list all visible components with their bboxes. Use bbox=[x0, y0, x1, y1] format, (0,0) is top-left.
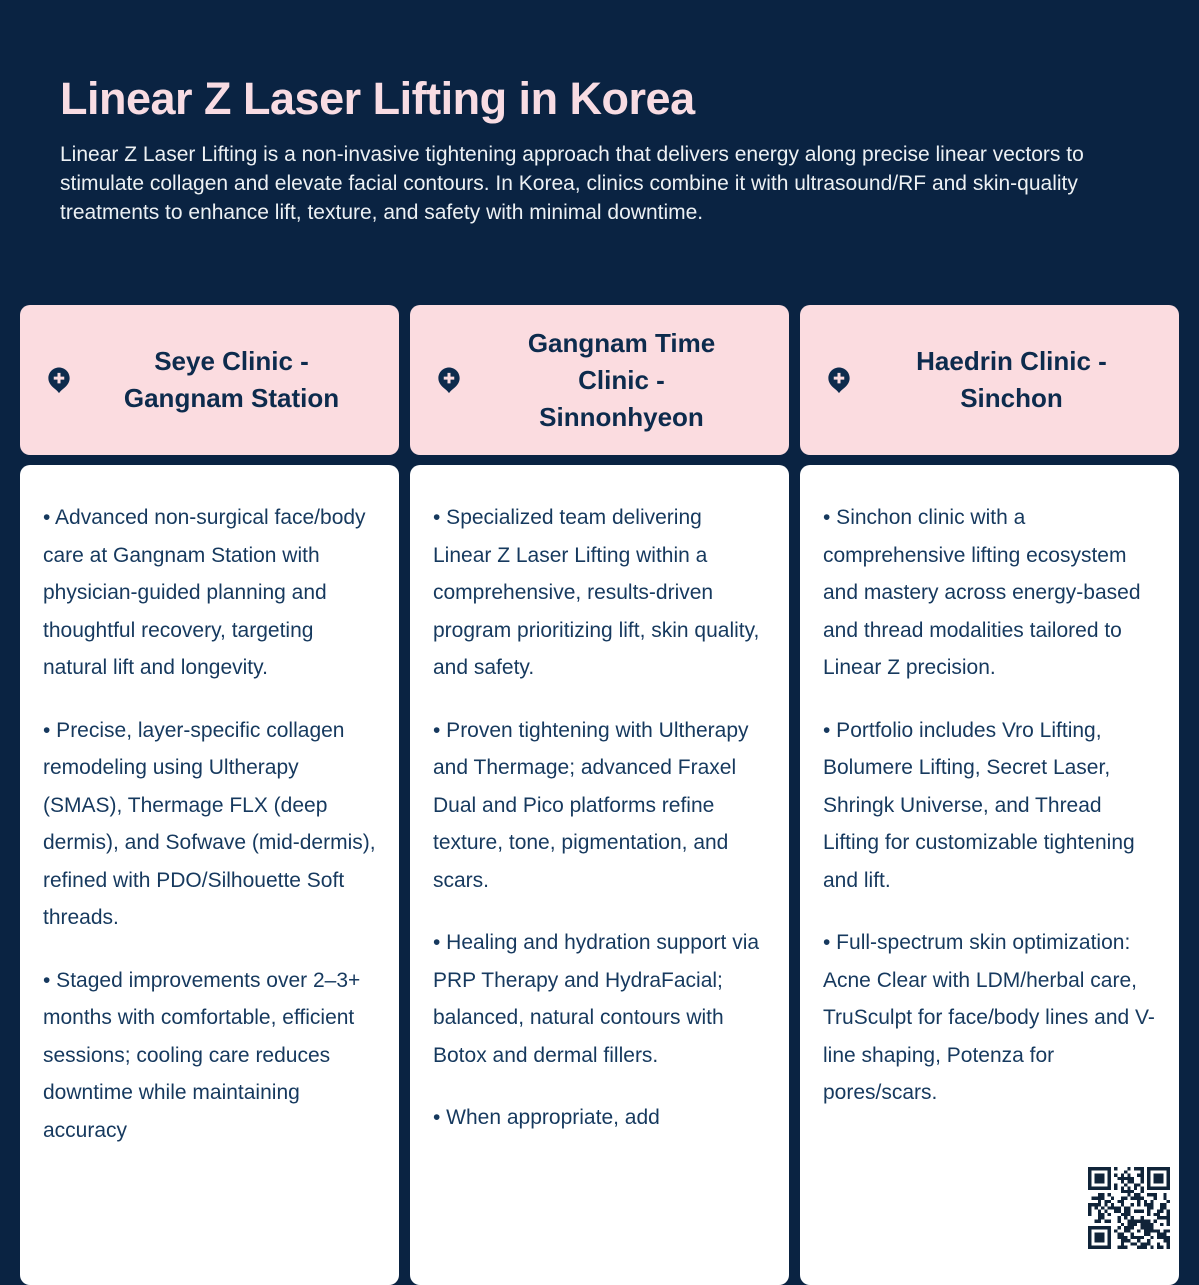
clinic-header bbox=[800, 305, 1179, 455]
map-pin-plus-icon bbox=[824, 365, 854, 395]
clinic-card-haedrin bbox=[800, 305, 1179, 1285]
clinic-header bbox=[410, 305, 789, 455]
bullet-paragraph: • Healing and hydration support via PRP Therapy and HydraFacial; balanced, natural contours with Botox and dermal fillers. bbox=[433, 931, 760, 1067]
clinic-description bbox=[800, 465, 1179, 1285]
hero-section bbox=[0, 0, 1199, 227]
clinic-card-gangnam-time bbox=[410, 305, 789, 1285]
bullet-paragraph: • Precise, layer-specific collagen remodeling using Ultherapy (SMAS), Thermage FLX (deep dermis), and Sofwave (mid-dermis), refined with PDO/Silhouette Soft threads. bbox=[43, 718, 376, 929]
bullet-paragraph: • When appropriate, add bbox=[433, 1106, 660, 1129]
clinic-name: Seye Clinic - Gangnam Station bbox=[123, 346, 340, 413]
map-pin-plus-icon bbox=[434, 365, 464, 395]
bullet-paragraph: • Sinchon clinic with a comprehensive lifting ecosystem and mastery across energy-based and thread modalities tailored to Linear Z precision. bbox=[823, 506, 1141, 679]
bullet-paragraph: • Staged improvements over 2–3+ months with comfortable, efficient sessions; cooling care reduces downtime while maintaining accuracy bbox=[43, 968, 361, 1142]
bullet-paragraph: • Advanced non-surgical face/body care at Gangnam Station with physician-guided planning and thoughtful recovery, targeting natural lift and longevity. bbox=[43, 506, 366, 679]
map-pin-plus-icon bbox=[44, 365, 74, 395]
intro-text: Linear Z Laser Lifting is a non-invasive tightening approach that delivers energy along precise linear vectors to stimulate collagen and elevate facial contours. In Korea, clinics combine it with ultrasound/RF and skin-quality treatments to enhance lift, texture, and safety with minimal downtime. bbox=[60, 143, 1084, 224]
clinic-description bbox=[410, 465, 789, 1285]
qr-code bbox=[1085, 1164, 1173, 1252]
bullet-paragraph: • Proven tightening with Ultherapy and Thermage; advanced Fraxel Dual and Pico platforms refine texture, tone, pigmentation, and scars. bbox=[433, 718, 749, 892]
bullet-paragraph: • Portfolio includes Vro Lifting, Bolumere Lifting, Secret Laser, Shringk Universe, and Thread Lifting for customizable tightening and lift. bbox=[823, 718, 1135, 892]
clinic-cards-row bbox=[0, 305, 1199, 1285]
page-title: Linear Z Laser Lifting in Korea bbox=[60, 73, 695, 124]
bullet-paragraph: • Full-spectrum skin optimization: Acne Clear with LDM/herbal care, TruSculpt for face/body lines and V-line shaping, Potenza for pores/scars. bbox=[823, 931, 1155, 1104]
clinic-card-seye bbox=[20, 305, 399, 1285]
clinic-header bbox=[20, 305, 399, 455]
clinic-description bbox=[20, 465, 399, 1285]
bullet-paragraph: • Specialized team delivering Linear Z Laser Lifting within a comprehensive, results-driven program prioritizing lift, skin quality, and safety. bbox=[433, 506, 760, 679]
clinic-name: Gangnam Time Clinic - Sinnonhyeon bbox=[527, 327, 716, 432]
clinic-name: Haedrin Clinic - Sinchon bbox=[916, 346, 1107, 413]
